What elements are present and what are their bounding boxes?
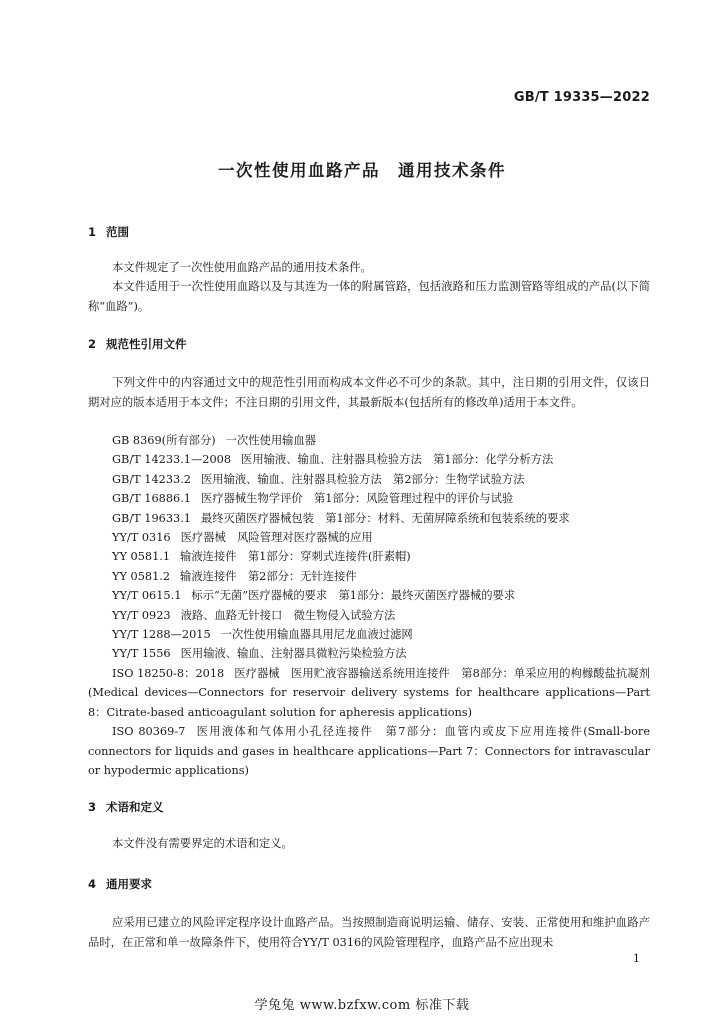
reference-code: GB/T 14233.2 [112,472,191,486]
footer-watermark: 学兔兔 www.bzfxw.com 标准下载 [254,998,470,1013]
reference-item [88,431,650,450]
section-2-heading [88,336,187,352]
reference-code: YY 0581.2 [112,569,171,583]
section-3-paragraph-1: 本文件没有需要界定的术语和定义。 [112,837,293,850]
reference-item [88,567,650,586]
reference-item [88,470,650,489]
reference-item [88,644,650,663]
reference-code: GB/T 14233.1—2008 [112,453,232,467]
reference-title: 一次性使用输血器 [225,434,317,447]
reference-item [88,586,650,605]
reference-title: 标示“无菌”医疗器械的要求 第1部分：最终灭菌医疗器械的要求 [191,589,516,603]
reference-code: YY/T 0316 [112,531,171,545]
section-title: 范围 [106,225,129,239]
reference-title: 液路、血路无针接口 微生物侵入试验方法 [180,608,396,622]
reference-item [88,489,650,508]
reference-item [88,547,650,566]
reference-title: 一次性使用输血器具用尼龙血液过滤网 [220,628,413,642]
reference-title: 输液连接件 第2部分：无针连接件 [180,569,357,583]
reference-item [88,528,650,547]
section-1-paragraph-1: 本文件规定了一次性使用血路产品的通用技术条件。 [112,261,372,274]
reference-code: YY 0581.1 [112,550,171,564]
reference-title: 医用输液、输血、注射器具检验方法 第1部分：化学分析方法 [241,453,554,467]
reference-code: ISO 80369-7 [112,725,186,739]
section-title: 规范性引用文件 [106,337,187,351]
reference-item [88,722,650,780]
section-1-heading [88,224,129,240]
section-4-heading [88,876,152,892]
standard-code: GB/T 19335—2022 [513,90,650,105]
reference-code: GB 8369(所有部分) [112,434,216,447]
reference-code: ISO 18250-8：2018 [112,666,225,680]
reference-code: GB/T 19633.1 [112,511,191,525]
reference-code: YY/T 1556 [112,647,171,661]
reference-item [88,606,650,625]
document-title: 一次性使用血路产品 通用技术条件 [218,161,506,180]
section-3-heading [88,799,164,815]
reference-item [88,664,650,722]
reference-title: 医疗器械 风险管理对医疗器械的应用 [180,531,373,545]
reference-title: 医用液体和气体用小孔径连接件 第7部分：血管内或皮下应用连接件(Small-bore connectors for liquids and gases in healthcare applications—Part 7：Connectors for intravascular or hypodermic applications) [88,725,650,777]
reference-item [88,450,650,469]
reference-title: 医疗器械生物学评价 第1部分：风险管理过程中的评价与试验 [200,492,514,506]
reference-code: YY/T 1288—2015 [112,628,211,642]
reference-title: 最终灭菌医疗器械包装 第1部分：材料、无菌屏障系统和包装系统的要求 [200,511,570,525]
section-2-intro: 下列文件中的内容通过文中的规范性引用而构成本文件必不可少的条款。其中，注日期的引用文件，仅该日期对应的版本适用于本文件；不注日期的引用文件，其最新版本(包括所有的修改单)适用于本文件。 [88,376,650,409]
reference-title: 医疗器械 医用贮液容器输送系统用连接件 第8部分：单采应用的枸橼酸盐抗凝剂(Medical devices—Connectors for reservoir delivery systems for healthcare applications—Part 8：Citrate-based anticoagulant solution for apheresis applications) [88,666,650,719]
reference-title: 医用输液、输血、注射器具检验方法 第2部分：生物学试验方法 [200,472,525,486]
reference-code: YY/T 0615.1 [112,589,182,603]
normative-references-list [88,431,650,780]
page-number: 1 [633,952,640,965]
section-number: 2 [88,337,97,351]
reference-code: YY/T 0923 [112,608,171,622]
reference-title: 输液连接件 第1部分：穿刺式连接件(肝素帽) [180,550,411,564]
section-title: 通用要求 [106,877,152,891]
reference-code: GB/T 16886.1 [112,492,191,506]
section-number: 4 [88,877,97,891]
reference-title: 医用输液、输血、注射器具微粒污染检验方法 [180,647,407,661]
section-number: 3 [88,800,97,814]
section-4-paragraph-1: 应采用已建立的风险评定程序设计血路产品。当按照制造商说明运输、储存、安装、正常使用和维护血路产品时，在正常和单一故障条件下，使用符合YY/T 0316的风险管理程序，血路产品不应出现未 [88,916,650,949]
reference-item [88,625,650,644]
section-number: 1 [88,225,97,239]
section-title: 术语和定义 [106,800,164,814]
reference-item [88,509,650,528]
section-1-paragraph-2: 本文件适用于一次性使用血路以及与其连为一体的附属管路，包括液路和压力监测管路等组成的产品(以下简称“血路”)。 [88,280,650,313]
